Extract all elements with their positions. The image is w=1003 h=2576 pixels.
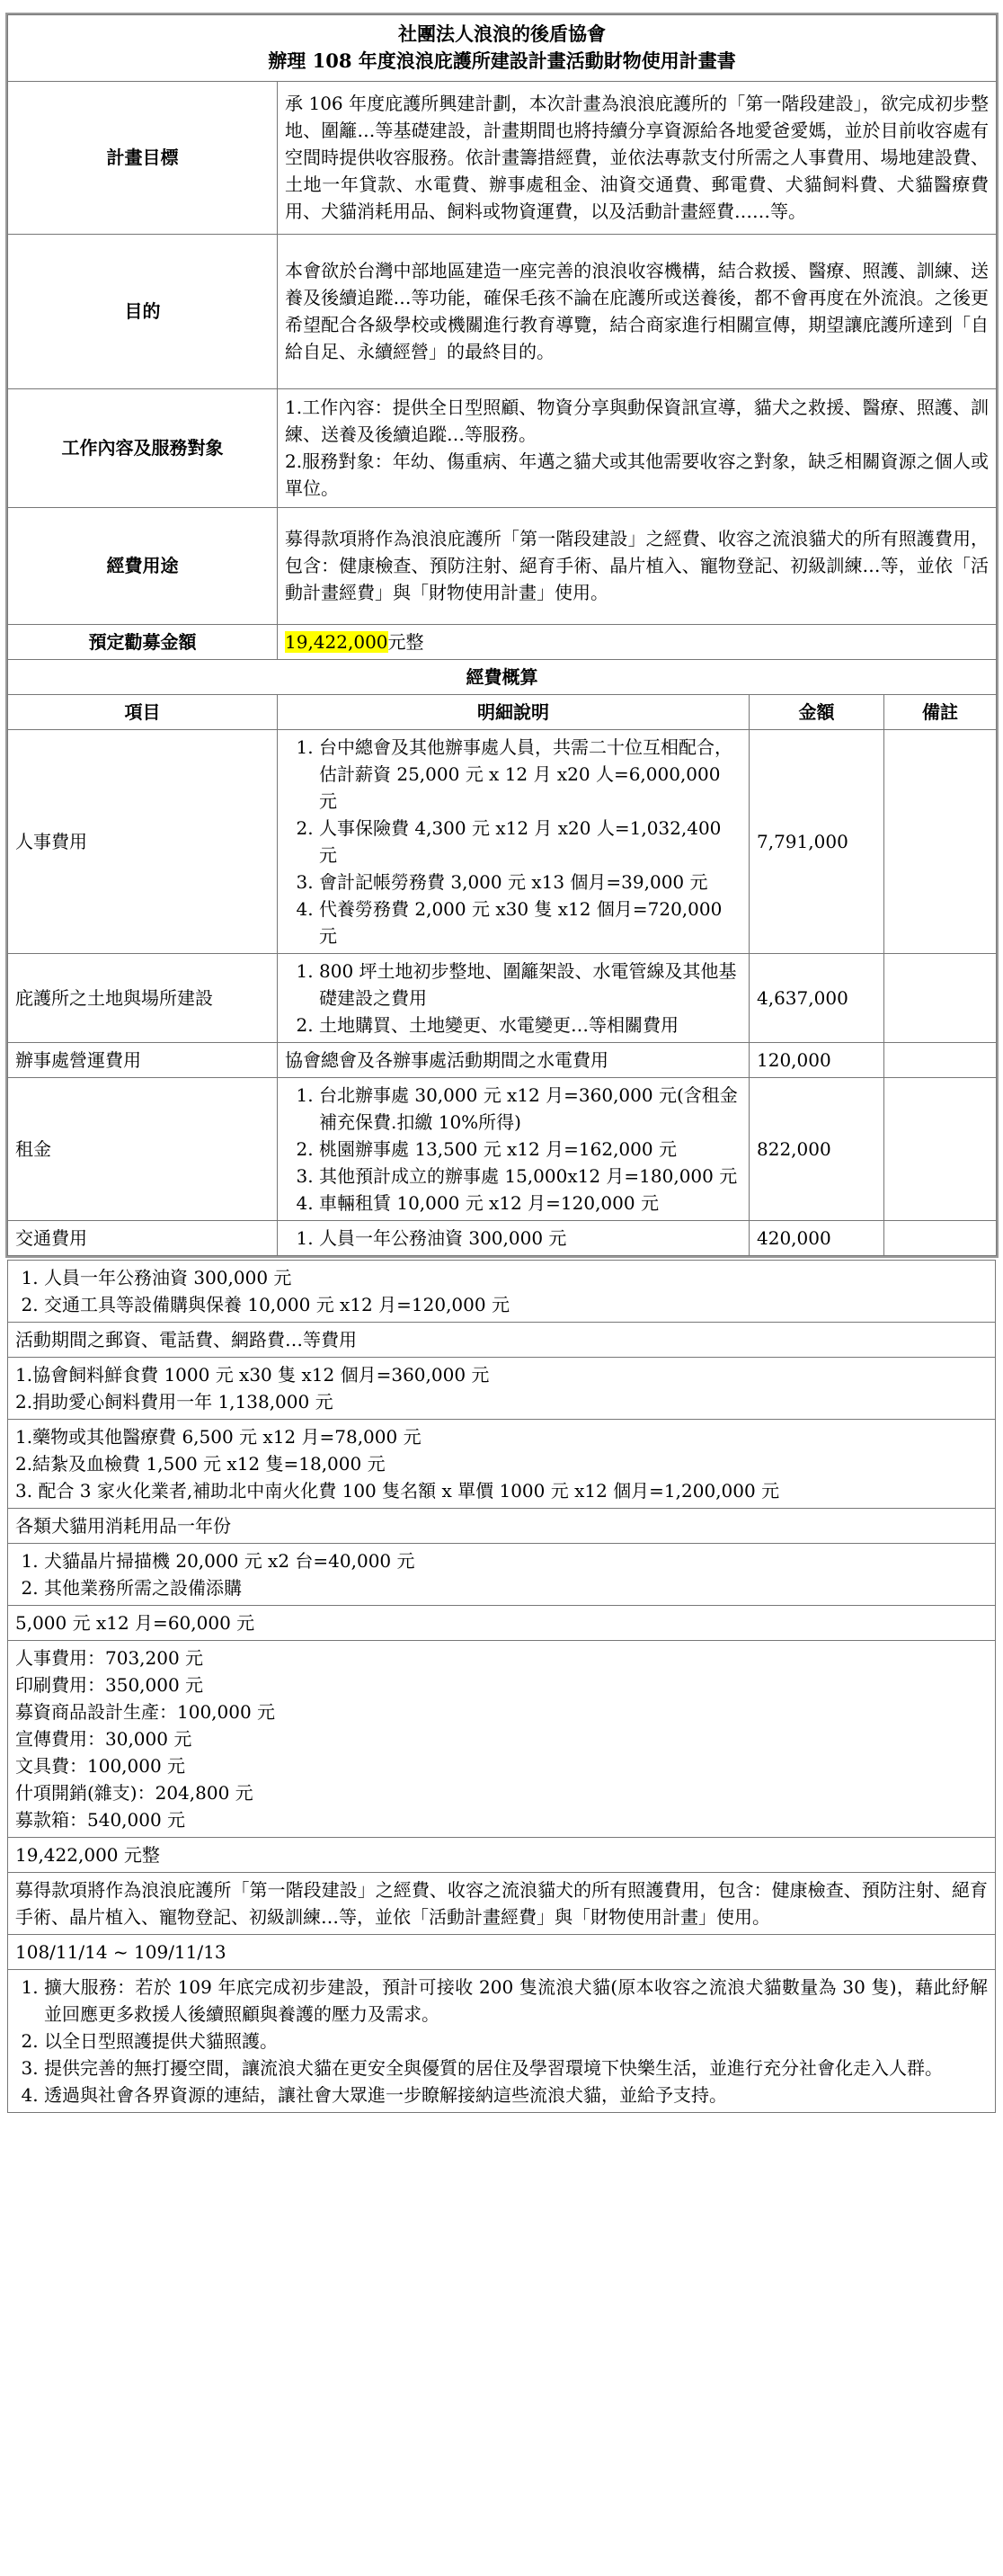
supplies-detail: 各類犬貓用消耗用品一年份	[8, 1508, 996, 1543]
col-note-header: 備註	[884, 694, 997, 729]
detail-line: 印刷費用：350,000 元	[15, 1673, 204, 1696]
budget-desc-line: 4. 代養勞務費 2,000 元 x30 隻 x12 個月=720,000 元	[319, 896, 741, 949]
budget-desc: 協會總會及各辦事處活動期間之水電費用	[278, 1042, 750, 1077]
comms-detail: 活動期間之郵資、電話費、網路費…等費用	[8, 1322, 996, 1357]
budget-note	[884, 953, 997, 1042]
budget-desc-line: 1. 800 坪土地初步整地、圍籬架設、水電管線及其他基礎建設之費用	[319, 958, 741, 1012]
budget-amount: 420,000	[750, 1220, 884, 1255]
budget-desc-line: 1. 台中總會及其他辦事處人員，共需二十位互相配合，估計薪資 25,000 元 x 12 月 x20 人=6,000,000 元	[319, 734, 741, 815]
target-amount-cell	[278, 624, 997, 659]
detail-line: 文具費：100,000 元	[15, 1754, 186, 1777]
detail-line: 人事費用：703,200 元	[15, 1646, 204, 1669]
freight-detail: 5,000 元 x12 月=60,000 元	[8, 1605, 996, 1640]
budget-item: 辦事處營運費用	[8, 1042, 278, 1077]
budget-desc	[278, 729, 750, 953]
col-desc-header: 明細說明	[278, 694, 750, 729]
budget-amount: 7,791,000	[750, 729, 884, 953]
budget-desc-line: 1. 人員一年公務油資 300,000 元	[319, 1225, 741, 1252]
budget-desc-line: 3. 其他預計成立的辦事處 15,000x12 月=180,000 元	[319, 1163, 741, 1190]
target-amount-label: 預定勸募金額	[8, 624, 278, 659]
budget-note	[884, 1042, 997, 1077]
budget-amount: 4,637,000	[750, 953, 884, 1042]
plan-period: 108/11/14 ~ 109/11/13	[8, 1934, 996, 1969]
medical-detail	[8, 1419, 996, 1508]
budget-desc-line: 2. 人事保險費 4,300 元 x12 月 x20 人=1,032,400 元	[319, 815, 741, 869]
detail-line: 1. 人員一年公務油資 300,000 元	[44, 1264, 988, 1291]
budget-item: 交通費用	[8, 1220, 278, 1255]
budget-heading: 經費概算	[8, 659, 997, 694]
detail-line: 募資商品設計生產：100,000 元	[15, 1700, 276, 1723]
benefit-item: 3. 提供完善的無打擾空間，讓流浪犬貓在更安全與優質的居住及學習環境下快樂生活，並進行充分社會化走入人群。	[44, 2055, 988, 2081]
budget-note	[884, 1220, 997, 1255]
target-amount-unit: 元整	[387, 630, 424, 653]
benefit-item: 4. 透過與社會各界資源的連結，讓社會大眾進一步瞭解接納這些流浪犬貓，並給予支持。	[44, 2081, 988, 2108]
usage-repeat: 募得款項將作為浪浪庇護所「第一階段建設」之經費、收容之流浪貓犬的所有照護費用，包含：健康檢查、預防注射、絕育手術、晶片植入、寵物登記、初級訓練…等，並依「活動計畫經費」與「財物使用計畫」使用。	[8, 1872, 996, 1934]
budget-desc	[278, 953, 750, 1042]
col-amount-header: 金額	[750, 694, 884, 729]
detail-line: 1.協會飼料鮮食費 1000 元 x30 隻 x12 個月=360,000 元	[15, 1363, 490, 1386]
service-target: 2.服務對象：年幼、傷重病、年邁之貓犬或其他需要收容之對象，缺乏相關資源之個人或單位。	[285, 450, 990, 500]
budget-desc-line: 3. 會計記帳勞務費 3,000 元 x13 個月=39,000 元	[319, 869, 741, 896]
detail-line: 1.藥物或其他醫療費 6,500 元 x12 月=78,000 元	[15, 1425, 422, 1448]
budget-item: 庇護所之土地與場所建設	[8, 953, 278, 1042]
detail-table	[7, 1260, 996, 2113]
budget-amount: 120,000	[750, 1042, 884, 1077]
usage-label: 經費用途	[8, 507, 278, 624]
work-label: 工作內容及服務對象	[8, 388, 278, 507]
plan-goal-label: 計畫目標	[8, 81, 278, 234]
usage-text: 募得款項將作為浪浪庇護所「第一階段建設」之經費、收容之流浪貓犬的所有照護費用，包含：健康檢查、預防注射、絕育手術、晶片植入、寵物登記、初級訓練…等，並依「活動計畫經費」與「財物使用計畫」使用。	[278, 507, 997, 624]
budget-note	[884, 729, 997, 953]
detail-line: 3. 配合 3 家火化業者,補助北中南火化費 100 隻名額 x 單價 1000 元 x12 個月=1,200,000 元	[15, 1479, 780, 1502]
purpose-text: 本會欲於台灣中部地區建造一座完善的浪浪收容機構，結合救援、醫療、照護、訓練、送養及後續追蹤…等功能，確保毛孩不論在庇護所或送養後，都不會再度在外流浪。之後更希望配合各級學校或機關進行教育導覽，結合商家進行相關宣傳，期望讓庇護所達到「自給自足、永續經營」的最終目的。	[278, 234, 997, 388]
detail-line: 2.結紮及血檢費 1,500 元 x12 隻=18,000 元	[15, 1452, 386, 1475]
target-amount-value: 19,422,000	[285, 630, 388, 653]
budget-desc-line: 2. 土地購買、土地變更、水電變更…等相關費用	[319, 1012, 741, 1038]
equipment-detail	[8, 1543, 996, 1605]
detail-line: 2. 其他業務所需之設備添購	[44, 1574, 988, 1601]
budget-desc-line: 2. 桃園辦事處 13,500 元 x12 月=162,000 元	[319, 1136, 741, 1163]
detail-line: 2.捐助愛心飼料費用一年 1,138,000 元	[15, 1390, 333, 1413]
budget-item: 租金	[8, 1077, 278, 1220]
plan-table	[7, 14, 997, 1256]
activity-detail	[8, 1640, 996, 1837]
expected-benefits	[8, 1969, 996, 2112]
detail-line: 什項開銷(雜支)：204,800 元	[15, 1781, 253, 1804]
total-amount: 19,422,000 元整	[8, 1837, 996, 1872]
col-item-header: 項目	[8, 694, 278, 729]
detail-line: 2. 交通工具等設備購與保養 10,000 元 x12 月=120,000 元	[44, 1291, 988, 1318]
budget-item: 人事費用	[8, 729, 278, 953]
org-name: 社團法人浪浪的後盾協會	[398, 22, 607, 45]
work-text	[278, 388, 997, 507]
detail-line: 募款箱：540,000 元	[15, 1808, 186, 1831]
budget-amount: 822,000	[750, 1077, 884, 1220]
transport-detail	[8, 1260, 996, 1322]
budget-desc-line: 1. 台北辦事處 30,000 元 x12 月=360,000 元(含租金補充保費.扣繳 10%所得)	[319, 1082, 741, 1136]
benefit-item: 1. 擴大服務：若於 109 年底完成初步建設，預計可接收 200 隻流浪犬貓(原本收容之流浪犬貓數量為 30 隻)，藉此紓解並回應更多救援人後續照顧與養護的壓力及需求。	[44, 1974, 988, 2028]
document-title: 辦理 108 年度浪浪庇護所建設計畫活動財物使用計畫書	[268, 49, 736, 73]
benefit-item: 2. 以全日型照護提供犬貓照護。	[44, 2028, 988, 2055]
detail-line: 1. 犬貓晶片掃描機 20,000 元 x2 台=40,000 元	[44, 1547, 988, 1574]
budget-desc	[278, 1077, 750, 1220]
budget-desc-line: 4. 車輛租賃 10,000 元 x12 月=120,000 元	[319, 1190, 741, 1217]
feed-detail	[8, 1357, 996, 1419]
budget-desc	[278, 1220, 750, 1255]
plan-goal-text: 承 106 年度庇護所興建計劃，本次計畫為浪浪庇護所的「第一階段建設」，欲完成初步整地、圍籬…等基礎建設，計畫期間也將持續分享資源給各地愛爸愛媽，並於目前收容處有空間時提供收容服務。依計畫籌措經費，並依法專款支付所需之人事費用、場地建設費、土地一年貸款、水電費、辦事處租金、油資交通費、郵電費、犬貓飼料費、犬貓醫療費用、犬貓消耗用品、飼料或物資運費，以及活動計畫經費……等。	[278, 81, 997, 234]
purpose-label: 目的	[8, 234, 278, 388]
budget-note	[884, 1077, 997, 1220]
detail-line: 宣傳費用：30,000 元	[15, 1727, 192, 1750]
work-content: 1.工作內容：提供全日型照顧、物資分享與動保資訊宣導，貓犬之救援、醫療、照護、訓練、送養及後續追蹤…等服務。	[285, 397, 990, 446]
document-header	[8, 15, 997, 82]
